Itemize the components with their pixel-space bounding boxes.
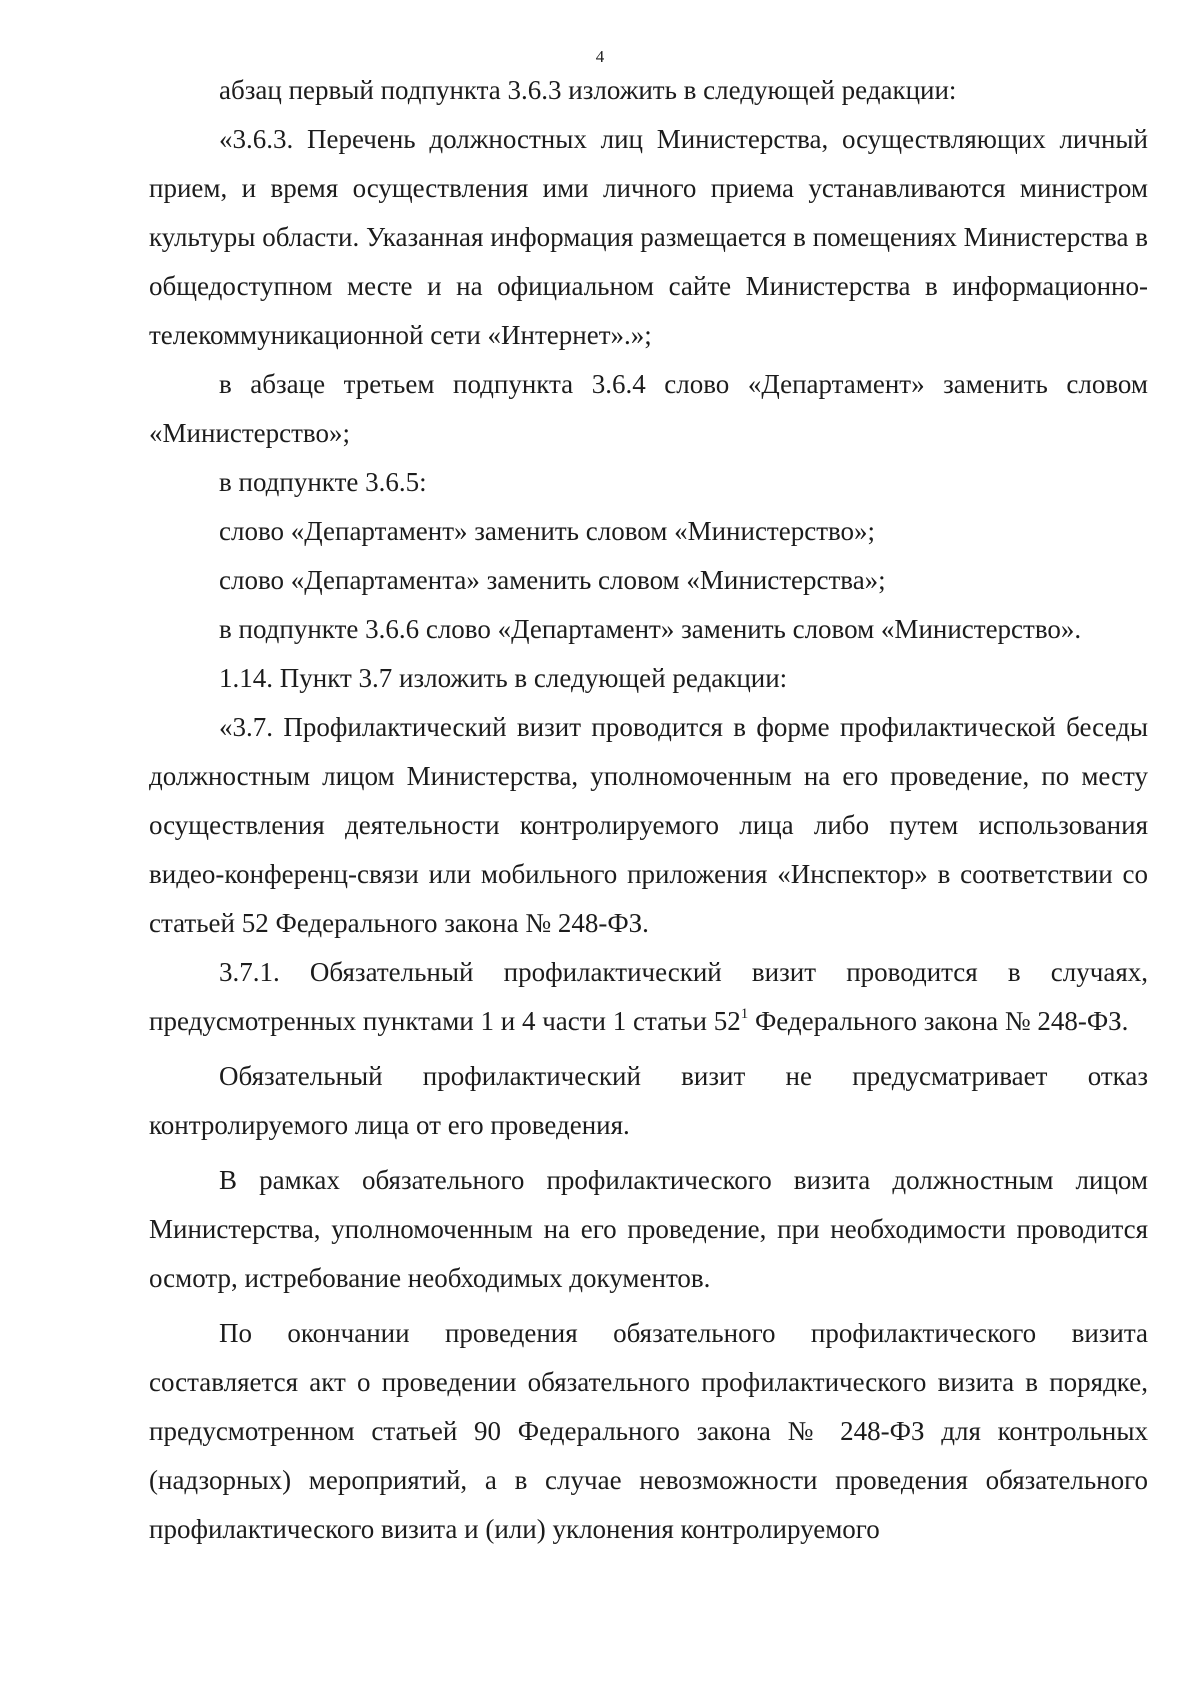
paragraph-amend-3-6-5-item-2: слово «Департамента» заменить словом «Министерства»; <box>219 565 886 595</box>
page-number: 4 <box>595 47 605 66</box>
paragraph-3-7-text: «3.7. Профилактический визит проводится в форме профилактической беседы должностным лицом Министерства, уполномоченным на его проведение, по месту осуществления деятельности контролируемого лица либо путем использования видео-конференц-связи или мобильного приложения «Инспектор» в соответствии со статьей 52 Федерального закона № 248-ФЗ. <box>149 712 1148 938</box>
paragraph-inspection-scope: В рамках обязательного профилактического визита должностным лицом Министерства, уполномоченным на его проведение, при необходимости проводится осмотр, истребование необходимых документов. <box>149 1165 1148 1293</box>
paragraph-3-7-1-text-end: Федерального закона № 248-ФЗ. <box>748 1006 1129 1036</box>
paragraph-1-14-intro: 1.14. Пункт 3.7 изложить в следующей редакции: <box>219 663 788 693</box>
document-body <box>149 66 1148 1554</box>
paragraph-3-6-3-text: «3.6.3. Перечень должностных лиц Министерства, осуществляющих личный прием, и время осуществления ими личного приема устанавливаются министром культуры области. Указанная информация размещается в помещениях Министерства в общедоступном месте и на официальном сайте Министерства в информационно-телекоммуникационной сети «Интернет».»; <box>149 124 1148 350</box>
paragraph-amend-3-6-3-intro: абзац первый подпункта 3.6.3 изложить в следующей редакции: <box>219 75 957 105</box>
footnote-superscript: 1 <box>740 1006 749 1022</box>
paragraph-act-drafting: По окончании проведения обязательного профилактического визита составляется акт о проведении обязательного профилактического визита в порядке, предусмотренном статьей 90 Федерального закона № 248-ФЗ для контрольных (надзорных) мероприятий, а в случае невозможности проведения обязательного профилактического визита и (или) уклонения контролируемого <box>149 1318 1148 1544</box>
paragraph-amend-3-6-5-intro: в подпункте 3.6.5: <box>219 467 427 497</box>
paragraph-amend-3-6-6: в подпункте 3.6.6 слово «Департамент» заменить словом «Министерство». <box>219 614 1082 644</box>
paragraph-amend-3-6-5-item-1: слово «Департамент» заменить словом «Министерство»; <box>219 516 876 546</box>
paragraph-3-7-1 <box>149 948 1148 1046</box>
paragraph-3-7-1-text-start: 3.7.1. Обязательный профилактический визит проводится в случаях, предусмотренных пунктами 1 и 4 части 1 статьи 52 <box>149 957 1148 1036</box>
paragraph-no-refusal: Обязательный профилактический визит не предусматривает отказ контролируемого лица от его проведения. <box>149 1061 1148 1140</box>
paragraph-amend-3-6-4: в абзаце третьем подпункта 3.6.4 слово «Департамент» заменить словом «Министерство»; <box>149 369 1148 448</box>
